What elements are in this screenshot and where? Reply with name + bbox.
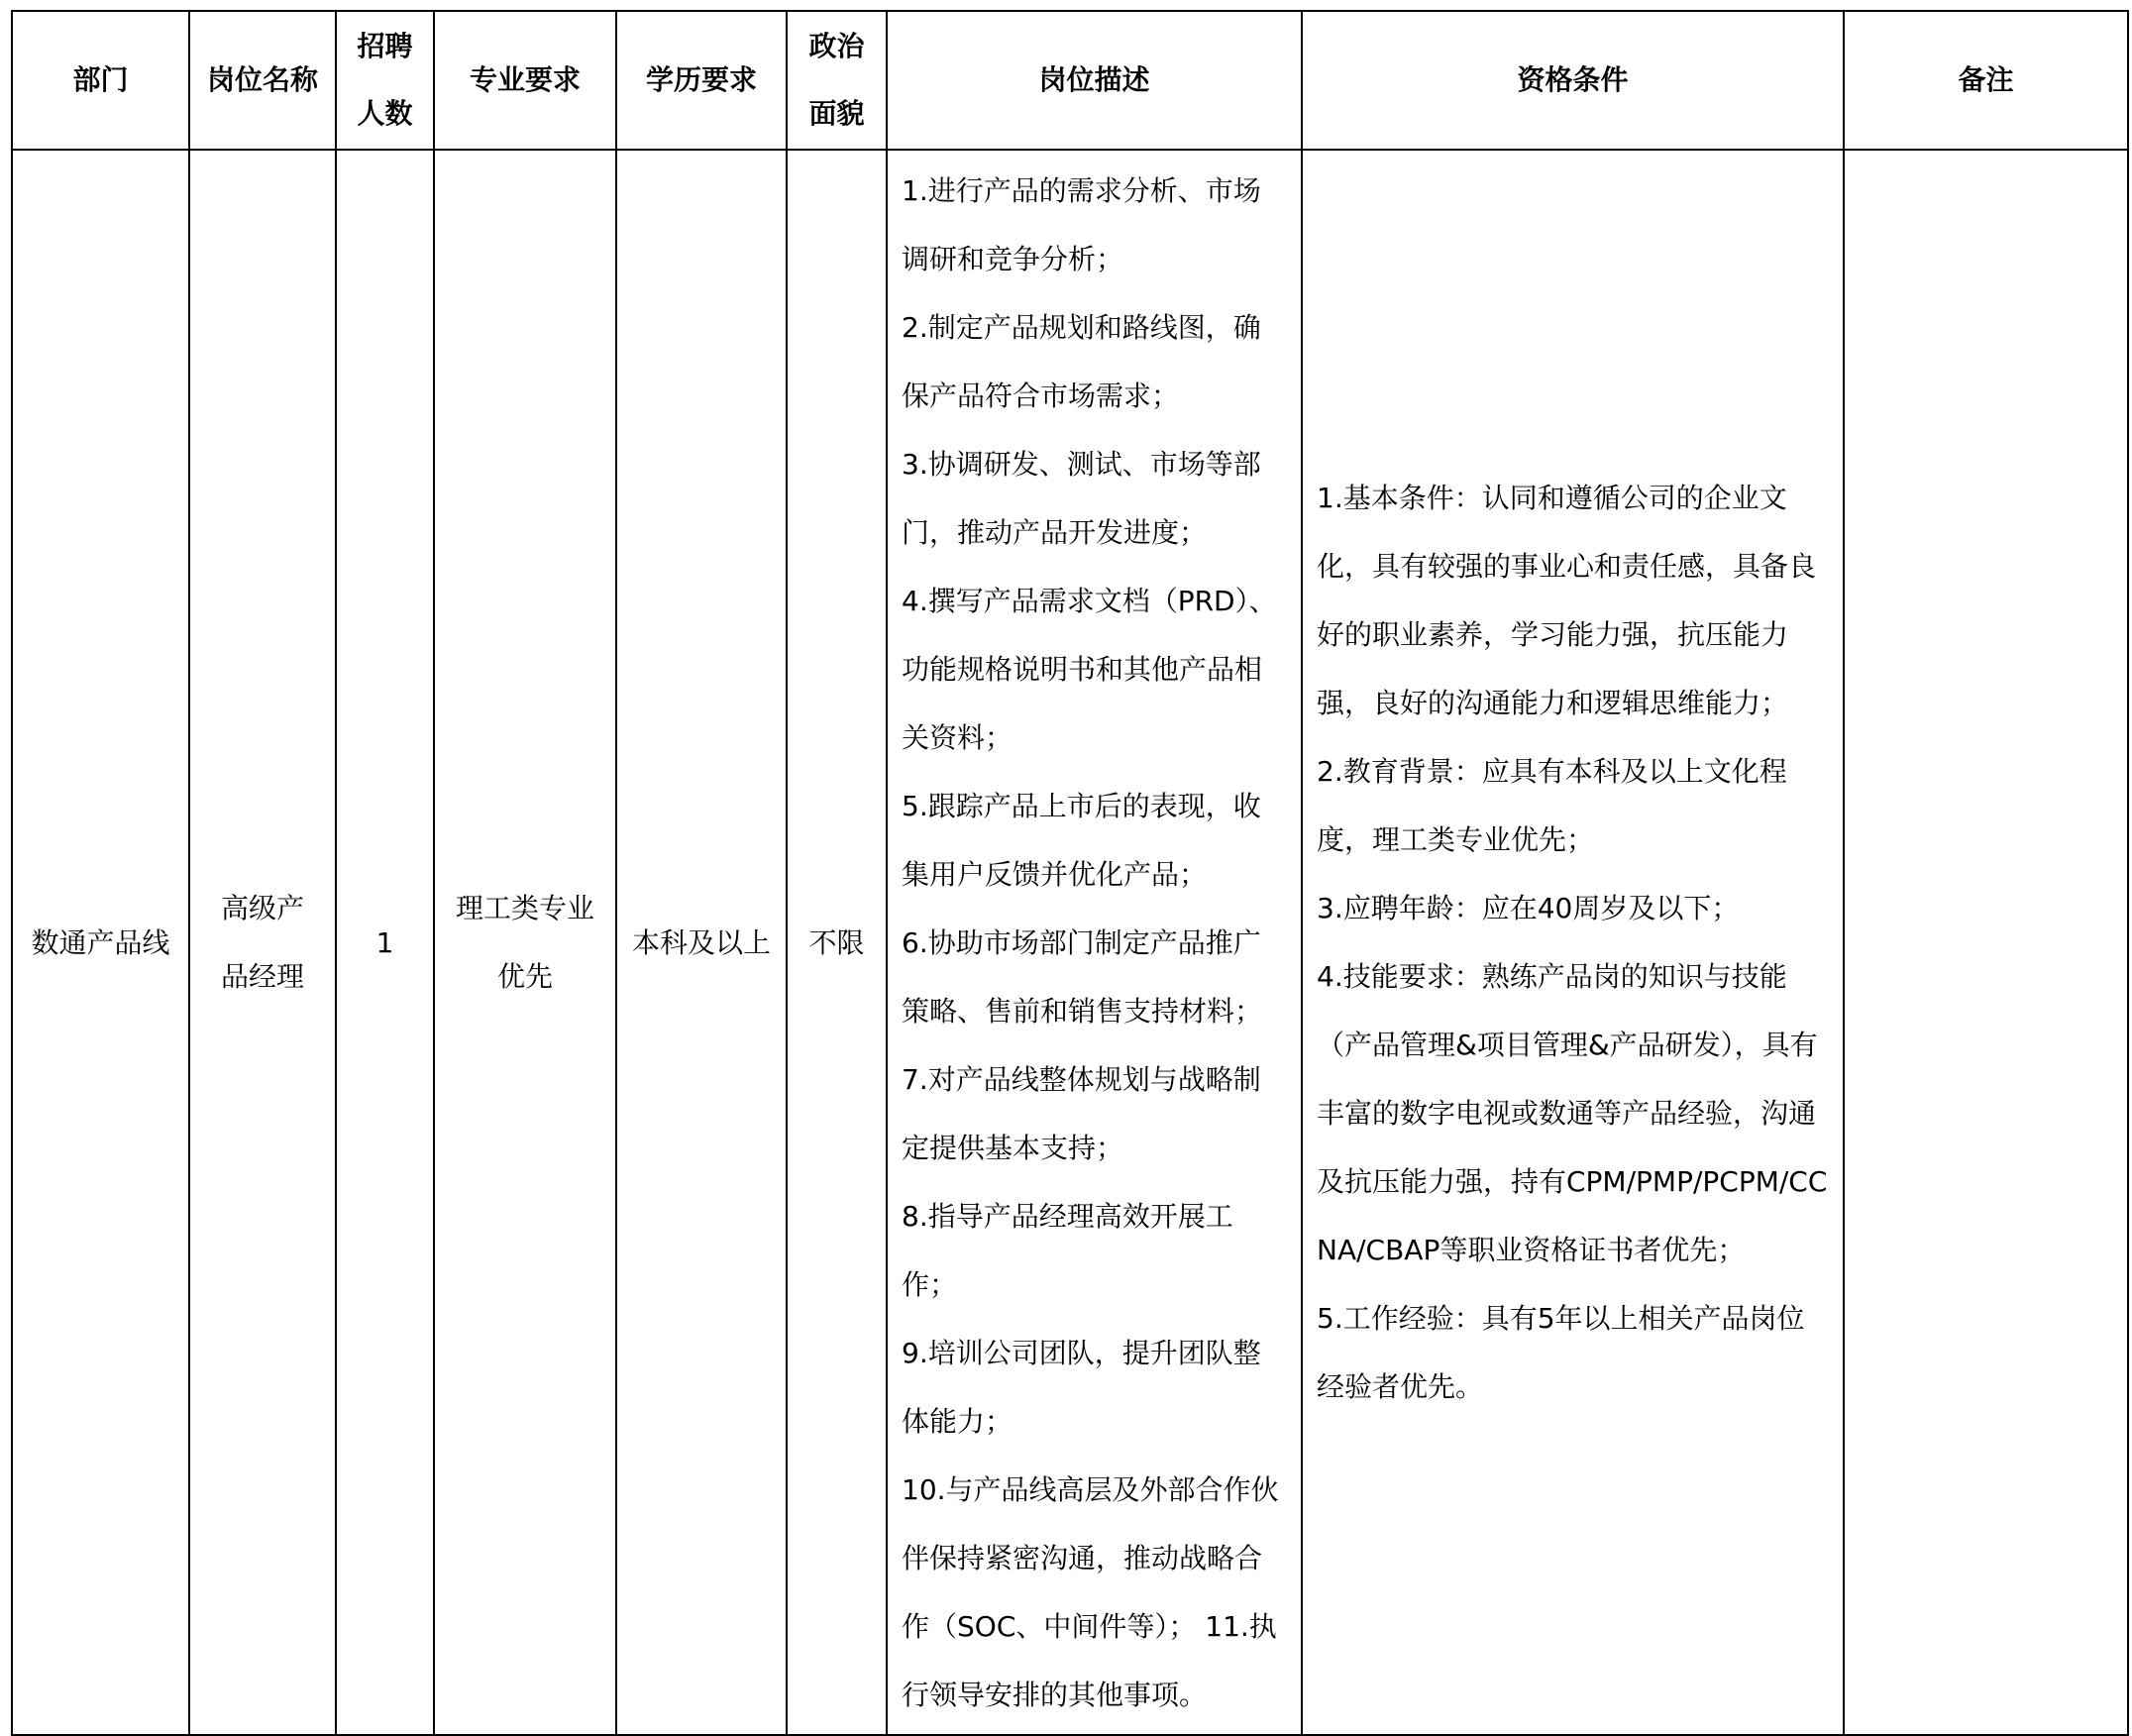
- cell-department: 数通产品线: [12, 150, 189, 1735]
- description-item: 8.指导产品经理高效开展工作；: [902, 1199, 1233, 1301]
- description-item: 5.跟踪产品上市后的表现，收集用户反馈并优化产品；: [902, 789, 1261, 891]
- cell-political: 不限: [787, 150, 887, 1735]
- qualification-item: 2.教育背景：应具有本科及以上文化程度，理工类专业优先；: [1317, 755, 1787, 856]
- header-qualifications: 资格条件: [1302, 11, 1844, 150]
- description-item: 2.制定产品规划和路线图，确保产品符合市场需求；: [902, 310, 1261, 412]
- cell-major: 理工类专业优先: [434, 150, 616, 1735]
- description-item: 3.协调研发、测试、市场等部门，推动产品开发进度；: [902, 447, 1261, 549]
- cell-description: [887, 150, 1302, 1735]
- description-item: 9.培训公司团队，提升团队整体能力；: [902, 1336, 1261, 1438]
- cell-remarks: [1844, 150, 2128, 1735]
- cell-position: 高级产品经理: [189, 150, 336, 1735]
- description-item: 10.与产品线高层及外部合作伙伴保持紧密沟通，推动战略合作（SOC、中间件等）； 11.执行领导安排的其他事项。: [902, 1472, 1279, 1711]
- header-row: [12, 11, 2128, 150]
- qualification-item: 4.技能要求：熟练产品岗的知识与技能（产品管理&项目管理&产品研发），具有丰富的数字电视或数通等产品经验，沟通及抗压能力强，持有CPM/PMP/PCPM/CCNA/CBAP等职业资格证书者优先；: [1317, 960, 1828, 1266]
- table-header: [12, 11, 2128, 150]
- header-political: 政治面貌: [787, 11, 887, 150]
- cell-headcount: 1: [336, 150, 434, 1735]
- qualification-item: 1.基本条件：认同和遵循公司的企业文化，具有较强的事业心和责任感，具备良好的职业素养，学习能力强，抗压能力强，良好的沟通能力和逻辑思维能力；: [1317, 482, 1817, 719]
- header-education: 学历要求: [616, 11, 787, 150]
- header-major: 专业要求: [434, 11, 616, 150]
- qualification-item: 5.工作经验：具有5年以上相关产品岗位经验者优先。: [1317, 1302, 1805, 1403]
- job-posting-table: [11, 10, 2129, 1736]
- description-item: 4.撰写产品需求文档（PRD）、功能规格说明书和其他产品相关资料；: [902, 584, 1277, 754]
- description-item: 7.对产品线整体规划与战略制定提供基本支持；: [902, 1062, 1261, 1164]
- header-headcount: 招聘人数: [336, 11, 434, 150]
- cell-education: 本科及以上: [616, 150, 787, 1735]
- description-item: 1.进行产品的需求分析、市场调研和竞争分析；: [902, 173, 1261, 275]
- table-row: [12, 150, 2128, 1735]
- table-body: [12, 150, 2128, 1735]
- description-item: 6.协助市场部门制定产品推广策略、售前和销售支持材料；: [902, 925, 1263, 1028]
- header-department: 部门: [12, 11, 189, 150]
- header-position: 岗位名称: [189, 11, 336, 150]
- qualification-item: 3.应聘年龄：应在40周岁及以下；: [1317, 892, 1740, 924]
- header-remarks: 备注: [1844, 11, 2128, 150]
- header-description: 岗位描述: [887, 11, 1302, 150]
- cell-qualifications: [1302, 150, 1844, 1735]
